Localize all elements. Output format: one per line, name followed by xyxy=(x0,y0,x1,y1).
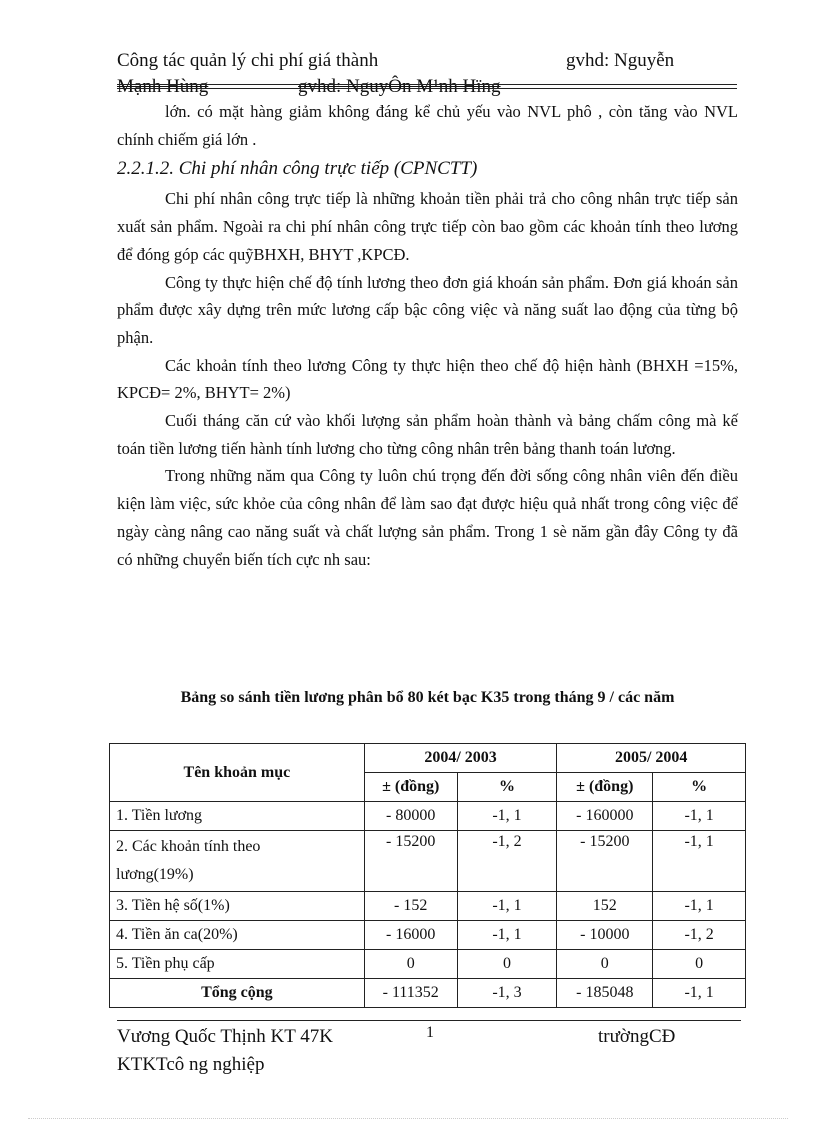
cell-percent: -1, 1 xyxy=(457,802,557,831)
header-supervisor-garbled: gvhd: NguyÔn M¹nh Hïng xyxy=(298,76,501,97)
cell-percent: -1, 1 xyxy=(457,921,557,950)
total-percent: -1, 1 xyxy=(653,979,746,1008)
salary-comparison-table xyxy=(109,743,746,1008)
cell-amount: - 16000 xyxy=(364,921,457,950)
cell-amount: - 15200 xyxy=(364,831,457,892)
total-amount: - 111352 xyxy=(364,979,457,1008)
table-row xyxy=(110,921,746,950)
cell-percent: -1, 1 xyxy=(653,802,746,831)
footer-school: trườngCĐ xyxy=(598,1026,676,1047)
subheader-percent: % xyxy=(653,773,746,802)
paragraph: Cuối tháng căn cứ vào khối lượng sản phẩm hoàn thành và bảng chấm công mà kế toán tiền lương tiến hành tính lương cho từng công nhân trên bảng thanh toán lương. xyxy=(117,411,738,458)
column-header-period-2: 2005/ 2004 xyxy=(557,744,746,773)
cell-amount: 0 xyxy=(364,950,457,979)
header-rule xyxy=(117,84,737,85)
cell-amount: - 160000 xyxy=(557,802,653,831)
row-label: 1. Tiền lương xyxy=(110,802,365,831)
row-label: 3. Tiền hệ số(1%) xyxy=(110,892,365,921)
row-label: 4. Tiền ăn ca(20%) xyxy=(110,921,365,950)
cell-amount: - 80000 xyxy=(364,802,457,831)
table-row xyxy=(110,950,746,979)
subheader-percent: % xyxy=(457,773,557,802)
cell-percent: -1, 1 xyxy=(653,892,746,921)
table-header-row xyxy=(110,744,746,773)
paragraph-continuation: lớn. có mặt hàng giảm không đáng kể chủ yếu vào NVL phô , còn tăng vào NVL chính chiếm giá lớn . xyxy=(117,102,738,149)
cell-percent: -1, 2 xyxy=(653,921,746,950)
cell-percent: -1, 1 xyxy=(457,892,557,921)
cell-percent: -1, 1 xyxy=(653,831,746,892)
subheader-amount: ± (đồng) xyxy=(557,773,653,802)
row-label: 5. Tiền phụ cấp xyxy=(110,950,365,979)
header-supervisor: gvhd: Nguyễn xyxy=(566,50,675,71)
page-number: 1 xyxy=(426,1024,434,1041)
page-bottom-edge xyxy=(28,1118,788,1119)
total-amount: - 185048 xyxy=(557,979,653,1008)
total-percent: -1, 3 xyxy=(457,979,557,1008)
body-text xyxy=(117,98,738,573)
table-total-row xyxy=(110,979,746,1008)
table-title: Bảng so sánh tiền lương phân bổ 80 két bạc K35 trong tháng 9 / các năm xyxy=(180,689,675,706)
header-supervisor-name: Mạnh Hùng xyxy=(117,76,209,97)
cell-percent: -1, 2 xyxy=(457,831,557,892)
footer-rule xyxy=(117,1020,741,1021)
total-label: Tổng cộng xyxy=(110,979,365,1008)
paragraph: Các khoản tính theo lương Công ty thực hiện theo chế độ hiện hành (BHXH =15%, KPCĐ= 2%, BHYT= 2%) xyxy=(117,355,738,403)
column-header-item: Tên khoản mục xyxy=(110,744,365,802)
cell-percent: 0 xyxy=(653,950,746,979)
paragraph: Trong những năm qua Công ty luôn chú trọng đến đời sống công nhân viên đến điều kiện làm việc, sức khỏe của công nhân để làm sao đạt được hiệu quả nhất trong công việc để ngày càng nâng cao năng suất và chất lượng sản phẩm. Trong 1 sè năm gần đây Công ty đã có những chuyển biến tích cực nh sau: xyxy=(117,466,738,569)
cell-amount: - 10000 xyxy=(557,921,653,950)
cell-amount: 0 xyxy=(557,950,653,979)
section-heading: 2.2.1.2. Chi phí nhân công trực tiếp (CPNCTT) xyxy=(117,158,478,180)
column-header-period-1: 2004/ 2003 xyxy=(364,744,557,773)
table-row xyxy=(110,892,746,921)
cell-percent: 0 xyxy=(457,950,557,979)
cell-amount: 152 xyxy=(557,892,653,921)
table-row xyxy=(110,831,746,892)
row-label: 2. Các khoản tính theo lương(19%) xyxy=(110,831,365,892)
cell-amount: - 152 xyxy=(364,892,457,921)
footer-school-name: KTKTcô ng nghiệp xyxy=(117,1054,265,1075)
table-row xyxy=(110,802,746,831)
footer-author: Vương Quốc Thịnh KT 47K xyxy=(117,1026,333,1047)
paragraph: Công ty thực hiện chế độ tính lương theo đơn giá khoán sản phẩm. Đơn giá khoán sản phẩm được xây dựng trên mức lương cấp bậc công việc và năng suất lao động của từng bộ phận. xyxy=(117,272,738,347)
cell-amount: - 15200 xyxy=(557,831,653,892)
paragraph: Chi phí nhân công trực tiếp là những khoản tiền phải trả cho công nhân trực tiếp sản xuất sản phẩm. Ngoài ra chi phí nhân công trực tiếp còn bao gồm các khoản tính theo lương để đóng góp các quỹBHXH, BHYT ,KPCĐ. xyxy=(117,189,738,264)
header-rule-double xyxy=(117,88,737,89)
subheader-amount: ± (đồng) xyxy=(364,773,457,802)
header-title: Công tác quản lý chi phí giá thành xyxy=(117,50,379,71)
